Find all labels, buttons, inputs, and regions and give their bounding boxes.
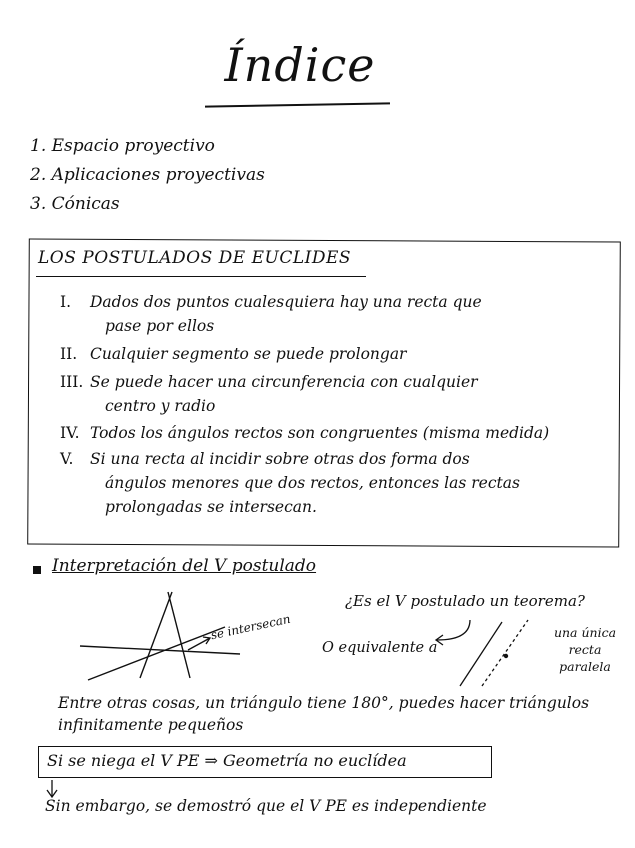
point <box>504 654 508 658</box>
toc-item: 2. Aplicaciones proyectivas <box>30 165 265 185</box>
interpretation-heading: Interpretación del V postulado <box>52 556 317 576</box>
postulate-text: Cualquier segmento se puede prolongar <box>90 345 407 363</box>
toc-item: 3. Cónicas <box>30 194 120 214</box>
triangle-note: Entre otras cosas, un triángulo tiene 180°, puedes hacer triángulos infinitamente pequeños <box>58 694 590 734</box>
boxed-statement-text: Si se niega el V PE ⇒ Geometría no euclídea <box>47 751 407 770</box>
postulate-text: Se puede hacer una circunferencia con cualquier <box>90 373 478 391</box>
postulates-heading: LOS POSTULADOS DE EUCLIDES <box>38 248 352 268</box>
postulate-text-continuation: prolongadas se intersecan. <box>105 498 317 516</box>
postulate-number: V. <box>60 450 74 468</box>
postulate-number: II. <box>60 345 78 363</box>
postulate-number: III. <box>60 373 84 391</box>
postulate-number: IV. <box>60 424 80 442</box>
sketch-transversal <box>140 592 172 678</box>
unique-line-word: recta <box>568 642 602 657</box>
postulate-text-continuation: centro y radio <box>105 397 216 415</box>
boxed-statement <box>38 746 492 778</box>
postulate-text-continuation: pase por ellos <box>105 317 215 335</box>
postulate-text: Todos los ángulos rectos son congruentes (misma medida) <box>90 424 550 442</box>
curved-arrow <box>437 620 470 640</box>
equivalent-text: O equivalente a <box>322 640 438 656</box>
postulate-text: Dados dos puntos cualesquiera hay una recta que <box>90 293 482 311</box>
postulate-text: Si una recta al incidir sobre otras dos forma dos <box>90 450 470 468</box>
intersect-note: se intersecan <box>209 611 292 643</box>
unique-line-word: una única <box>553 625 617 640</box>
page-title: Índice <box>224 38 376 92</box>
sketch-transversal <box>168 592 190 678</box>
question-text: ¿Es el V postulado un teorema? <box>345 592 585 610</box>
conclusion-text: Sin embargo, se demostró que el V PE es independiente <box>45 797 487 815</box>
parallel-line-dashed <box>482 620 528 686</box>
postulate-text-continuation: ángulos menores que dos rectos, entonces las rectas <box>105 474 520 492</box>
toc-item: 1. Espacio proyectivo <box>30 136 215 156</box>
unique-line-word: paralela <box>559 659 611 674</box>
postulate-number: I. <box>60 293 72 311</box>
unique-line-note <box>540 624 630 675</box>
